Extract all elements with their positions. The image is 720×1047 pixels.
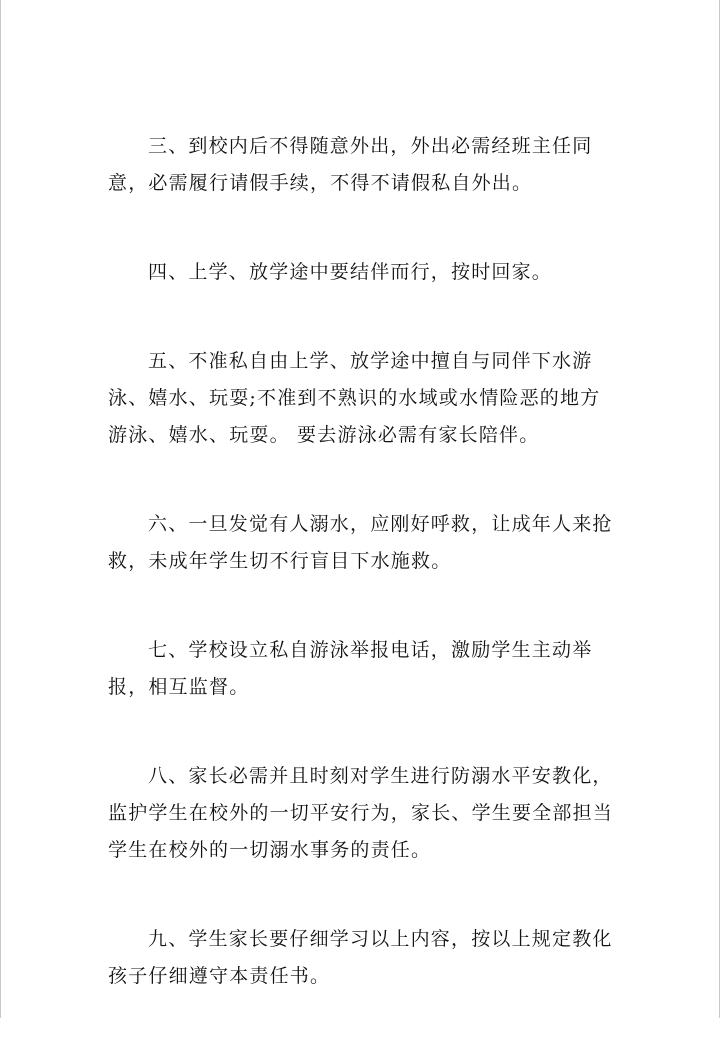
paragraph-rule-5: 五、不准私自由上学、放学途中擅自与同伴下水游泳、嬉水、玩耍;不准到不熟识的水域或水情险恶的地方游泳、嬉水、玩耍。 要去游泳必需有家长陪伴。 (108, 350, 601, 446)
paragraph-rule-9: 九、学生家长要仔细学习以上内容，按以上规定教化孩子仔细遵守本责任书。 (108, 928, 613, 987)
paragraph-rule-6: 六、一旦发觉有人溺水，应刚好呼救，让成年人来抢救，未成年学生切不行盲目下水施救。 (108, 513, 613, 572)
paragraph-rule-8: 八、家长必需并且时刻对学生进行防溺水平安教化，监护学生在校外的一切平安行为，家长、学生要全部担当学生在校外的一切溺水事务的责任。 (108, 765, 614, 861)
paragraph-rule-3: 三、到校内后不得随意外出，外出必需经班主任同意，必需履行请假手续，不得不请假私自外出。 (108, 135, 593, 194)
paragraph-rule-4: 四、上学、放学途中要结伴而行，按时回家。 (148, 261, 553, 283)
document-body (108, 128, 618, 1047)
paragraph-rule-7: 七、学校设立私自游泳举报电话，激励学生主动举报，相互监督。 (108, 639, 593, 698)
